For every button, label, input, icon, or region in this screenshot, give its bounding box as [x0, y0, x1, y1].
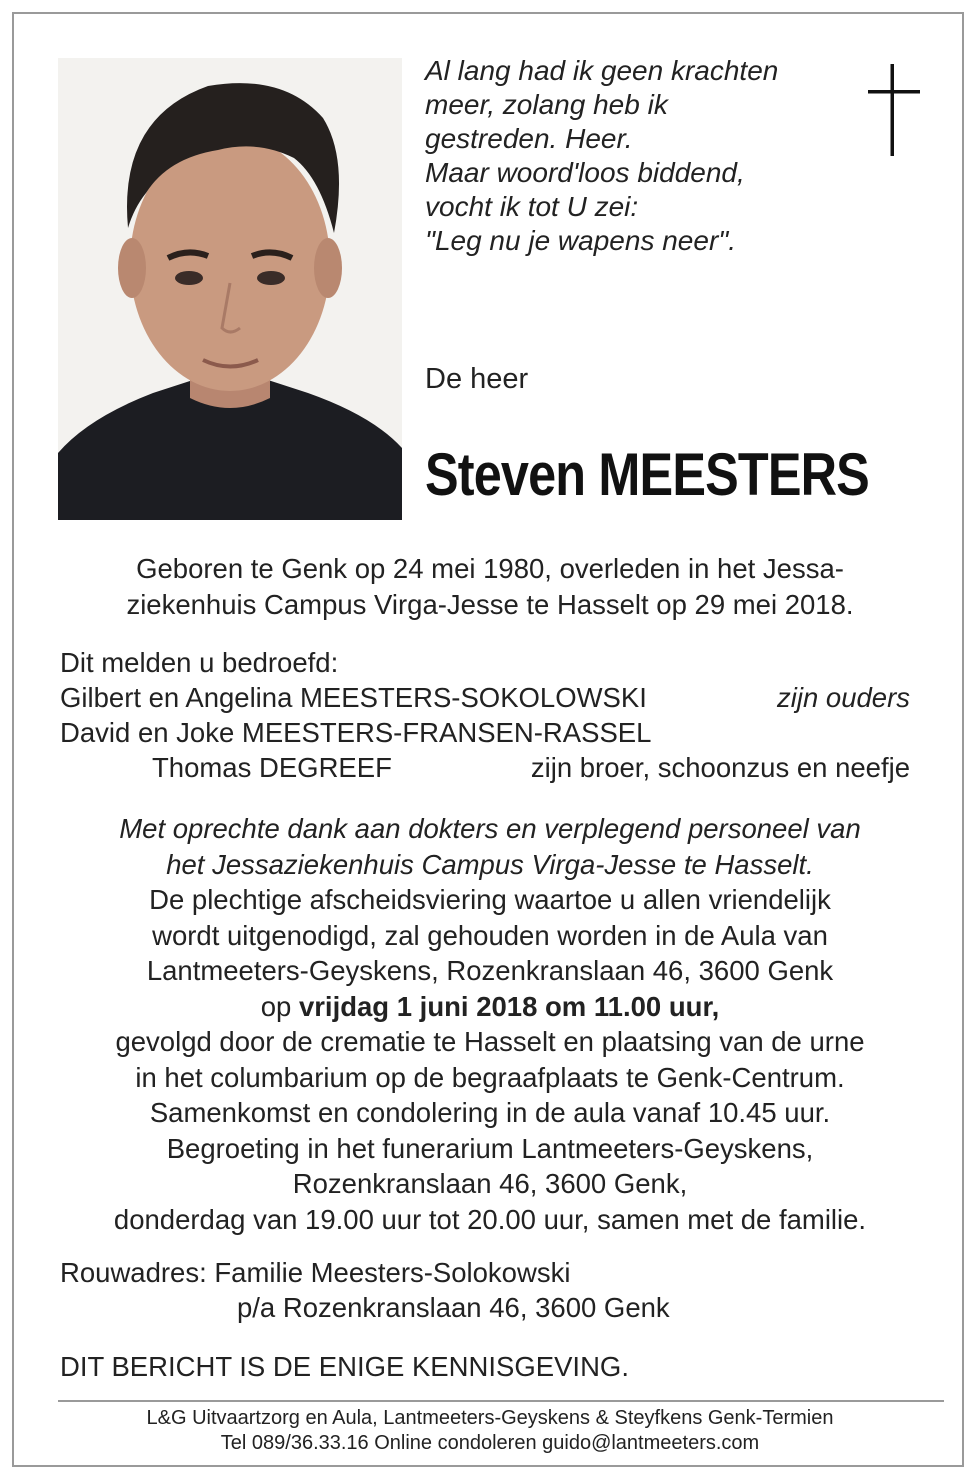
birth-line: Geboren te Genk op 24 mei 1980, overleden in het Jessa-	[136, 553, 844, 584]
date-prefix: op	[260, 990, 299, 1022]
footer-line-1: L&G Uitvaartzorg en Aula, Lantmeeters-Geyskens & Steyfkens Genk-Termien	[146, 1407, 834, 1429]
ceremony-line: in het columbarium op de begraafplaats te Genk-Centrum.	[135, 1061, 845, 1093]
announce-intro: Dit melden u bedroefd:	[60, 647, 339, 678]
poem-line: vocht ik tot U zei:	[425, 191, 639, 222]
poem-line: meer, zolang heb ik	[425, 89, 668, 120]
parents-names: Gilbert en Angelina MEESTERS-SOKOLOWSKI	[60, 682, 647, 713]
notice: DIT BERICHT IS DE ENIGE KENNISGEVING.	[60, 1351, 629, 1382]
poem-line: Al lang had ik geen krachten	[425, 55, 779, 86]
ceremony-text	[40, 811, 940, 1237]
nephew-name: Thomas DEGREEF	[152, 752, 392, 783]
ceremony-line: Lantmeeters-Geyskens, Rozenkranslaan 46, 3600 Genk	[146, 955, 834, 986]
thanks-line: het Jessaziekenhuis Campus Virga-Jesse te Hasselt.	[166, 848, 814, 880]
title-prefix: De heer	[425, 363, 529, 395]
parents-role: zijn ouders	[777, 682, 910, 713]
brother-names: David en Joke MEESTERS-FRANSEN-RASSEL	[60, 717, 652, 748]
ceremony-line: Begroeting in het funerarium Lantmeeters-Geyskens,	[166, 1132, 814, 1164]
ceremony-line: wordt uitgenodigd, zal gehouden worden in de Aula van	[152, 919, 828, 951]
ceremony-line: Rozenkranslaan 46, 3600 Genk,	[292, 1168, 688, 1199]
ceremony-line: Samenkomst en condolering in de aula vanaf 10.45 uur.	[149, 1097, 831, 1128]
ceremony-date-line	[40, 989, 940, 1025]
footer-line-2: Tel 089/36.33.16 Online condoleren guido@lantmeeters.com	[220, 1432, 760, 1454]
cross-icon	[864, 60, 924, 160]
poem-line: gestreden. Heer.	[425, 123, 633, 154]
ceremony-line: donderdag van 19.00 uur tot 20.00 uur, samen met de familie.	[113, 1203, 867, 1235]
poem-line: Maar woord'loos biddend,	[425, 157, 745, 188]
ceremony-line: De plechtige afscheidsviering waartoe u allen vriendelijk	[149, 884, 831, 915]
thanks-line: Met oprechte dank aan dokters en verplegend personeel van	[119, 813, 861, 844]
address-line-2: p/a Rozenkranslaan 46, 3600 Genk	[237, 1292, 670, 1323]
birth-line: ziekenhuis Campus Virga-Jesse te Hasselt op 29 mei 2018.	[126, 588, 854, 620]
poem	[425, 54, 845, 258]
footer-divider	[58, 1400, 944, 1402]
portrait-photo	[58, 58, 402, 520]
poem-line: "Leg nu je wapens neer".	[425, 225, 736, 256]
ceremony-line: gevolgd door de crematie te Hasselt en plaatsing van de urne	[115, 1026, 865, 1057]
ceremony-date: vrijdag 1 juni 2018 om 11.00 uur,	[298, 990, 720, 1022]
address-line-1: Rouwadres: Familie Meesters-Solokowski	[60, 1257, 571, 1288]
birth-death-info	[40, 551, 940, 622]
brother-role: zijn broer, schoonzus en neefje	[530, 752, 910, 783]
deceased-name: Steven MEESTERS	[425, 441, 869, 508]
